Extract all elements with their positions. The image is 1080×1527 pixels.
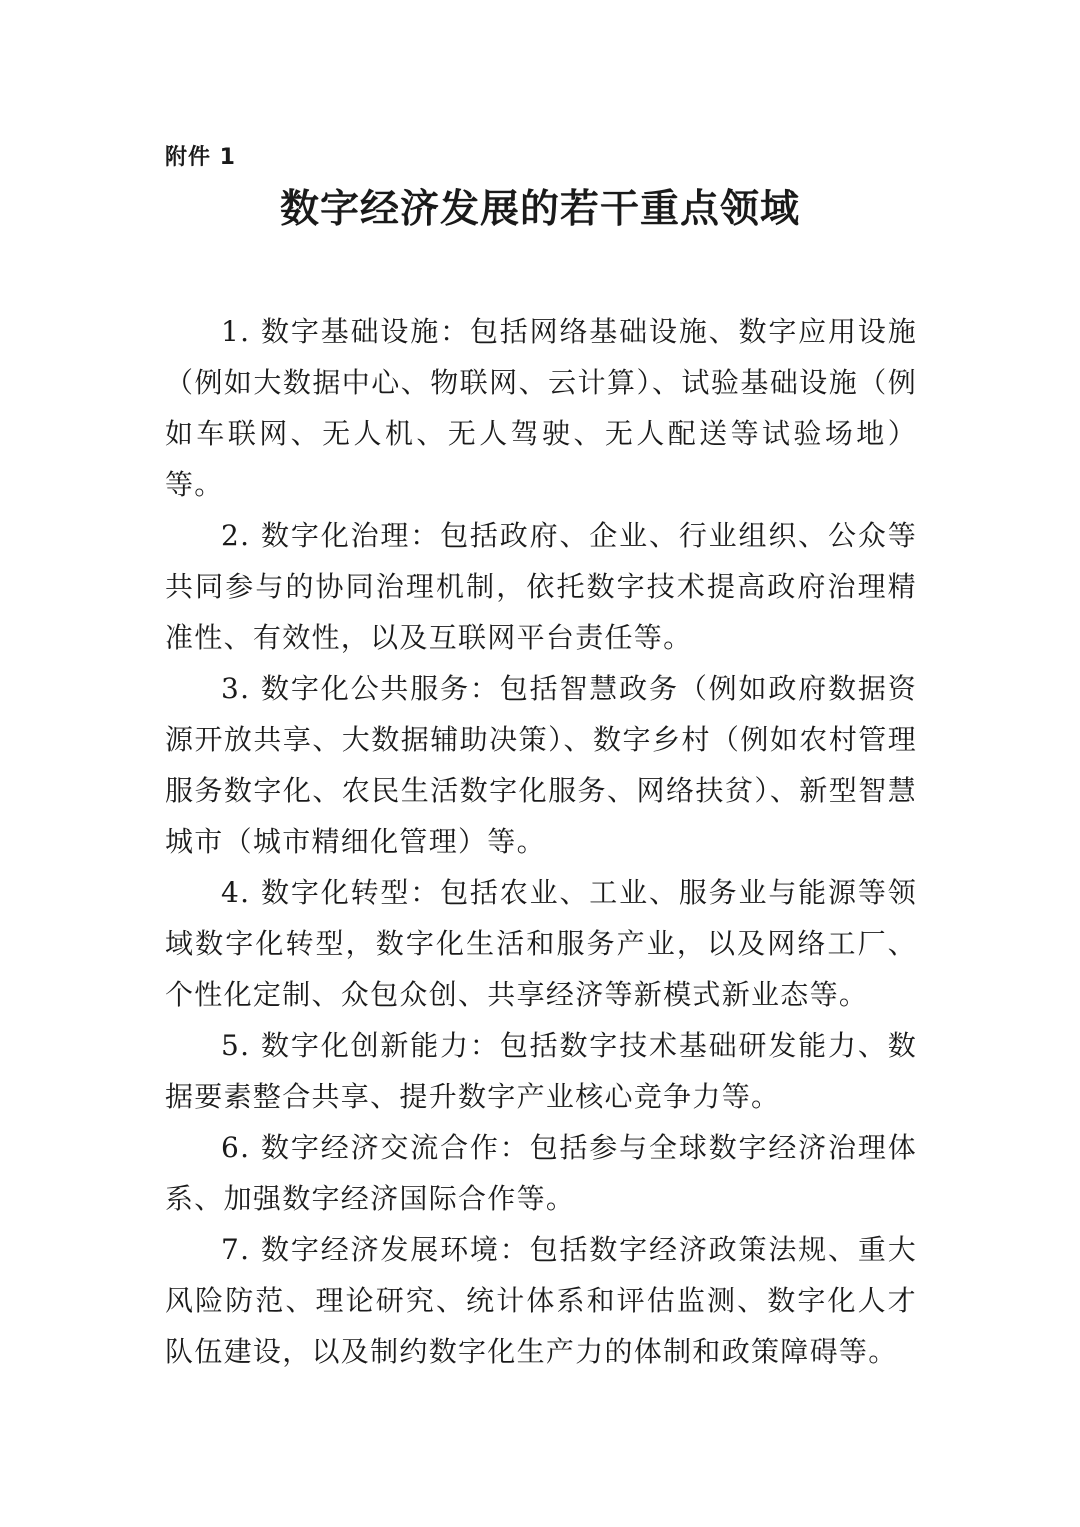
- list-item: 7. 数字经济发展环境：包括数字经济政策法规、重大风险防范、理论研究、统计体系和评估监测、数字化人才队伍建设，以及制约数字化生产力的体制和政策障碍等。: [165, 1233, 917, 1368]
- item-list: [165, 306, 917, 1377]
- list-item: 5. 数字化创新能力：包括数字技术基础研发能力、数据要素整合共享、提升数字产业核心竞争力等。: [165, 1029, 917, 1113]
- attachment-label: 附件 1: [165, 145, 236, 170]
- list-item: 6. 数字经济交流合作：包括参与全球数字经济治理体系、加强数字经济国际合作等。: [165, 1131, 917, 1215]
- list-item: 3. 数字化公共服务：包括智慧政务（例如政府数据资源开放共享、大数据辅助决策）、数字乡村（例如农村管理服务数字化、农民生活数字化服务、网络扶贫）、新型智慧城市（城市精细化管理）等。: [165, 672, 917, 858]
- list-item: 4. 数字化转型：包括农业、工业、服务业与能源等领域数字化转型，数字化生活和服务产业，以及网络工厂、个性化定制、众包众创、共享经济等新模式新业态等。: [165, 876, 917, 1011]
- list-item: 1. 数字基础设施：包括网络基础设施、数字应用设施（例如大数据中心、物联网、云计算）、试验基础设施（例如车联网、无人机、无人驾驶、无人配送等试验场地）等。: [165, 315, 917, 501]
- list-item: 2. 数字化治理：包括政府、企业、行业组织、公众等共同参与的协同治理机制，依托数字技术提高政府治理精准性、有效性，以及互联网平台责任等。: [165, 519, 917, 654]
- document-title: 数字经济发展的若干重点领域: [279, 187, 800, 232]
